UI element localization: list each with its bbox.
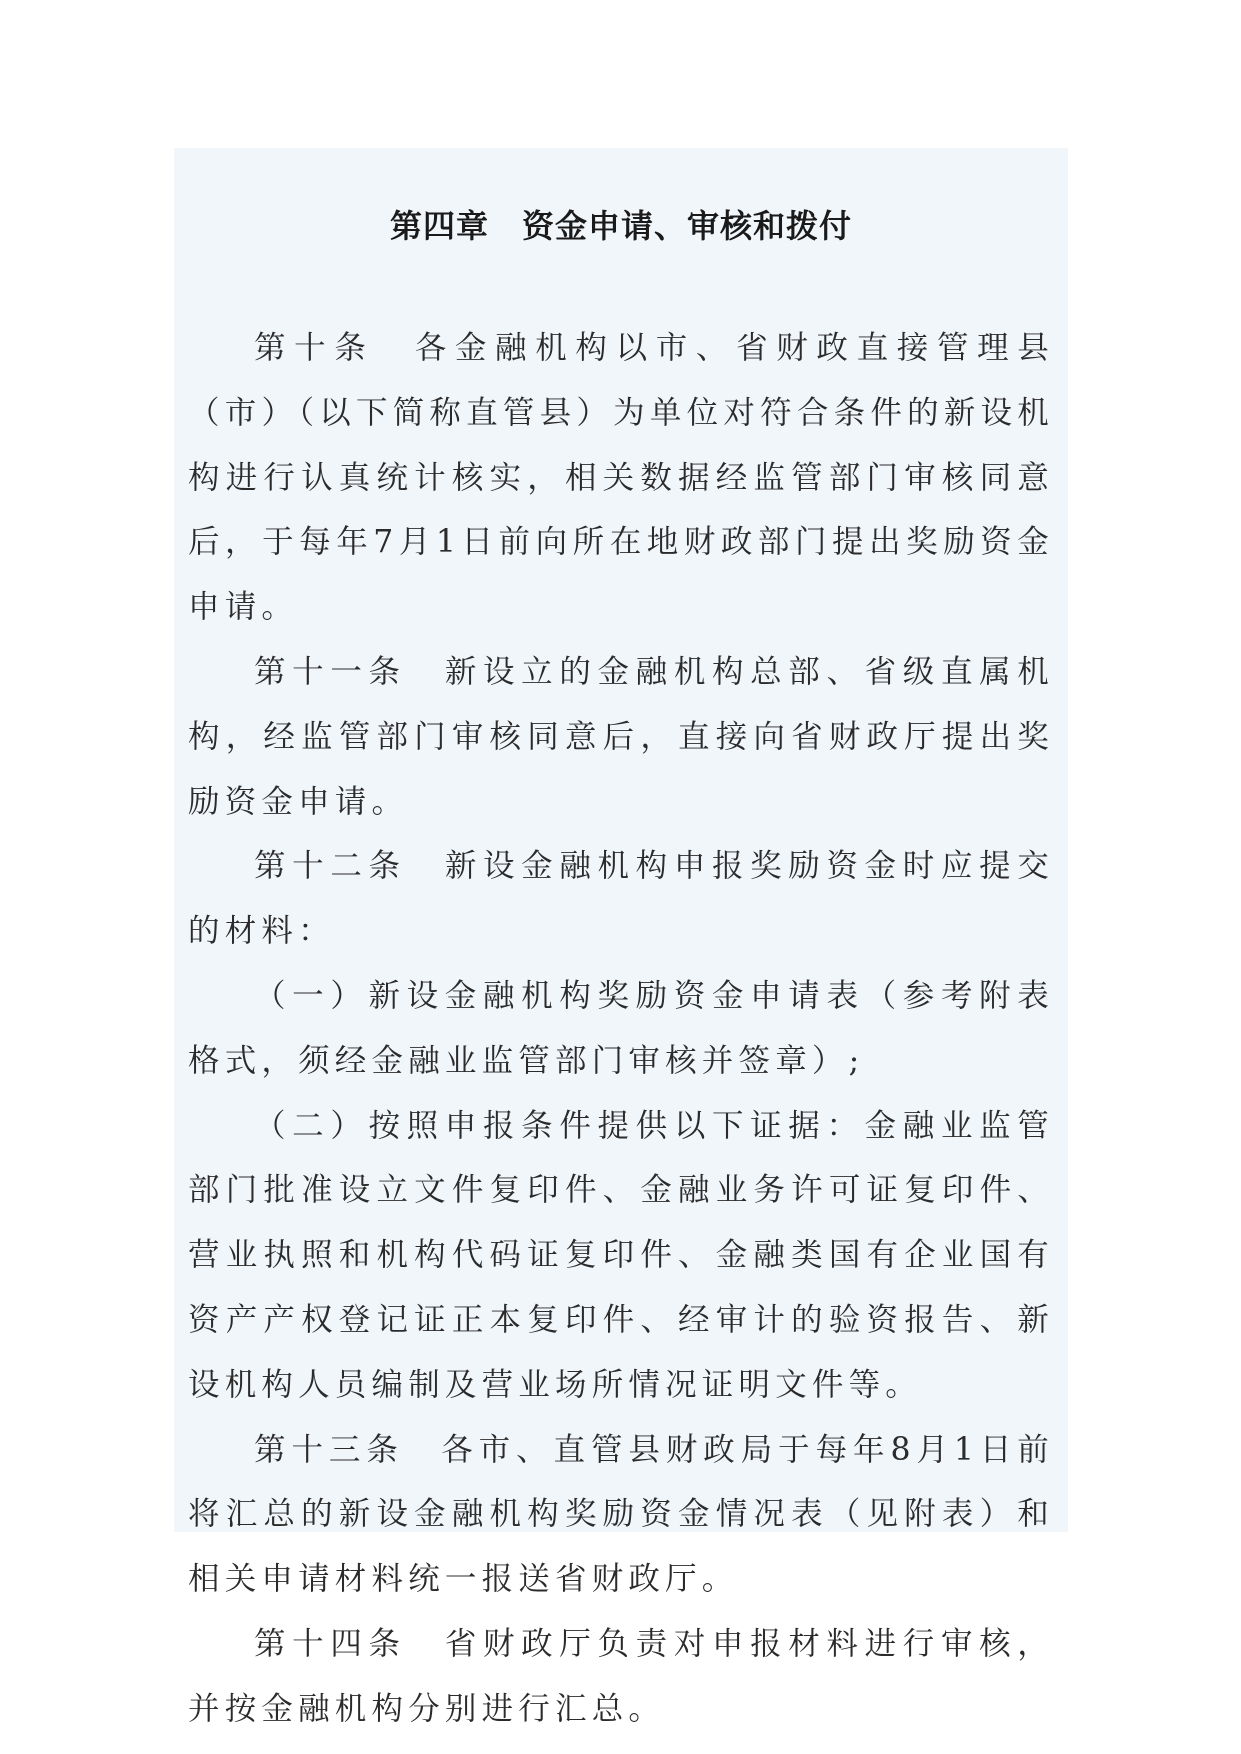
article-label: 第十一条 <box>254 653 445 690</box>
list-item-1: （一）新设金融机构奖励资金申请表（参考附表格式，须经金融业监管部门审核并签章）; <box>188 977 1054 1079</box>
article-label: 第十二条 <box>254 848 445 885</box>
content-panel <box>174 148 1068 1727</box>
article-text: 各市、直管县财政局于每年8月1日前将汇总的新设金融机构奖励资金情况表（见附表）和相关申请材料统一报送省财政厅。 <box>188 1431 1054 1598</box>
article-10 <box>188 316 1054 640</box>
article-12 <box>188 834 1054 964</box>
list-item-2: （二）按照申报条件提供以下证据：金融业监管部门批准设立文件复印件、金融业务许可证复印件、营业执照和机构代码证复印件、金融类国有企业国有资产产权登记证正本复印件、经审计的验资报告、新设机构人员编制及营业场所情况证明文件等。 <box>188 1107 1054 1403</box>
article-text: 新设金融机构申报奖励资金时应提交的材料： <box>188 848 1054 950</box>
article-13 <box>188 1418 1054 1612</box>
article-text: 省财政厅负责对申报材料进行审核，并按金融机构分别进行汇总。 <box>188 1625 1054 1727</box>
article-text: 新设立的金融机构总部、省级直属机构，经监管部门审核同意后，直接向省财政厅提出奖励资金申请。 <box>188 653 1054 820</box>
article-14 <box>188 1612 1054 1742</box>
article-label: 第十四条 <box>254 1625 445 1662</box>
article-11 <box>188 640 1054 834</box>
article-label: 第十三条 <box>254 1431 442 1468</box>
article-text: 各金融机构以市、省财政直接管理县（市）（以下简称直管县）为单位对符合条件的新设机构进行认真统计核实，相关数据经监管部门审核同意后，于每年7月1日前向所在地财政部门提出奖励资金申请。 <box>188 330 1054 626</box>
document-body <box>188 316 1054 1742</box>
chapter-title: 第四章 资金申请、审核和拨付 <box>389 207 852 245</box>
article-label: 第十条 <box>254 330 415 366</box>
